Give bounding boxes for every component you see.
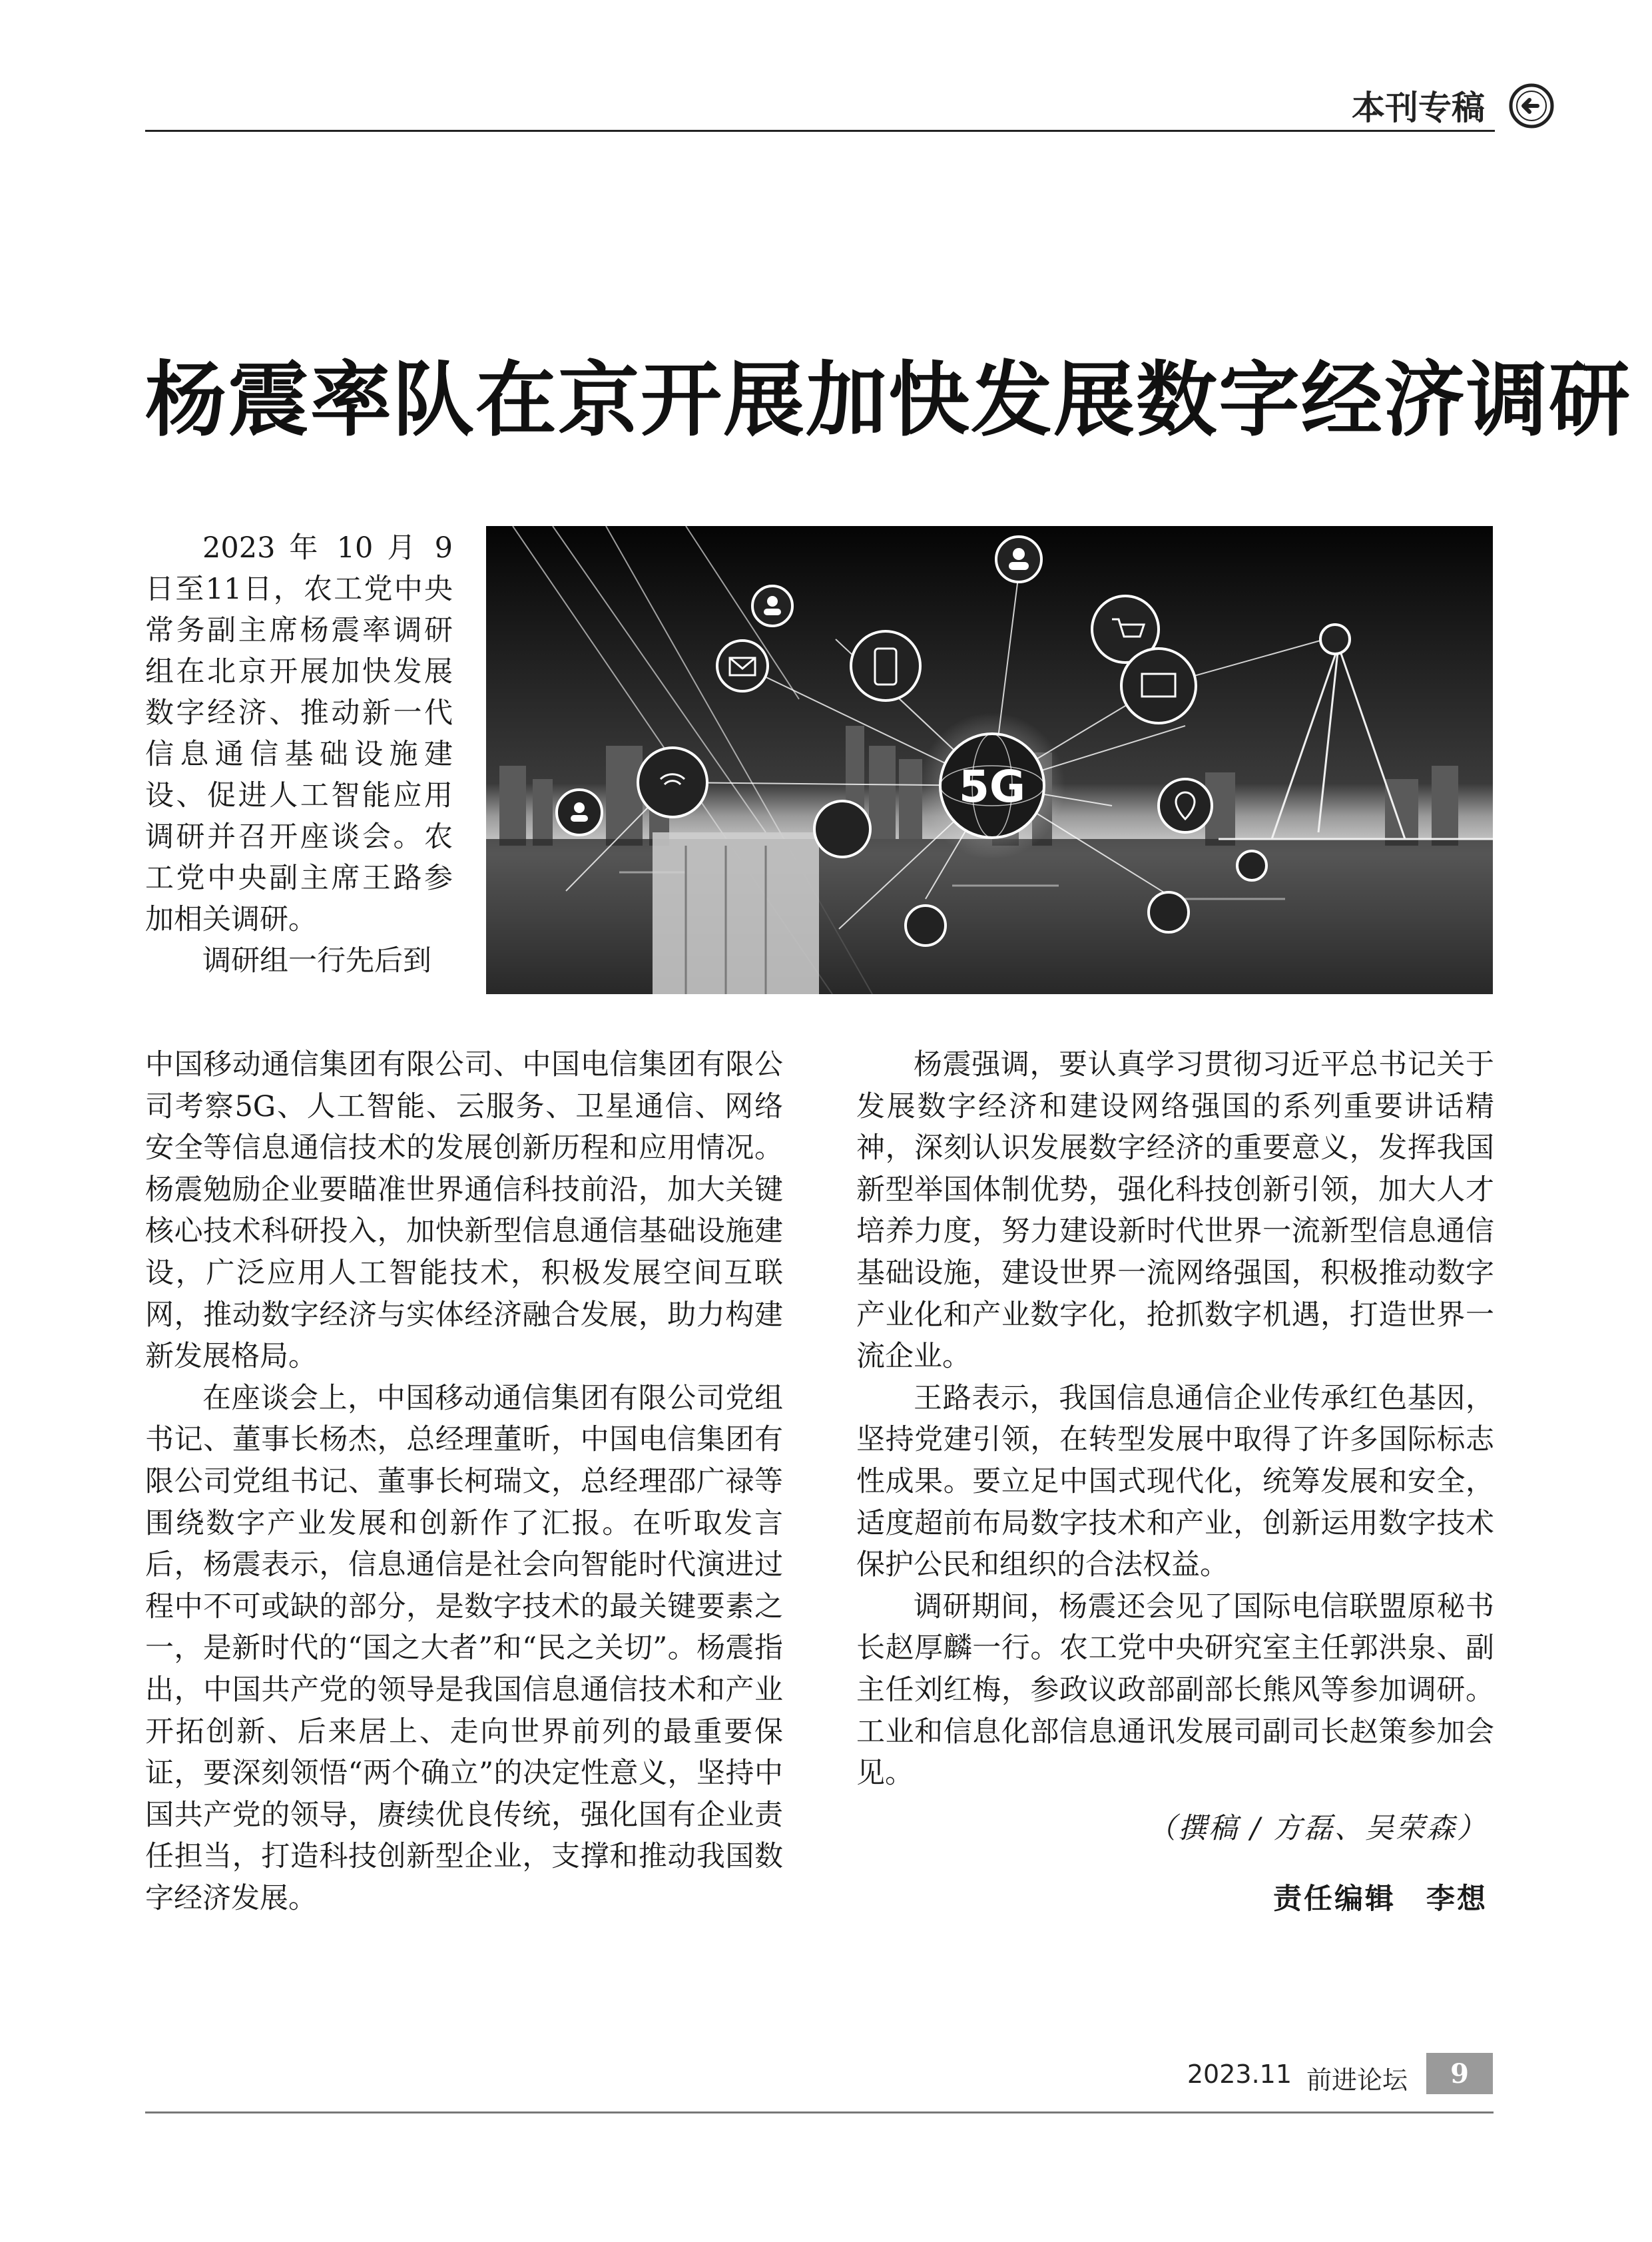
back-arrow-icon[interactable]	[1507, 81, 1556, 131]
bus-node-icon	[1149, 892, 1189, 932]
tablet-node-icon	[814, 801, 870, 857]
paragraph: 调研组一行先后到	[202, 944, 431, 978]
section-label: 本刊专稿	[1352, 89, 1485, 127]
paragraph: 在座谈会上，中国移动通信集团有限公司党组书记、董事长杨杰，总经理董昕，中国电信集团有限公司党组书记、董事长柯瑞文，总经理邵广禄等围绕数字产业发展和创新作了汇报。在听取发言后，杨震表示，信息通信是社会向智能时代演进过程中不可或缺的部分，是数字技术的最关键要素之一，是新时代的“国之大者”和“民之关切”。杨震指出，中国共产党的领导是我国信息通信技术和产业开拓创新、后来居上、走向世界前列的最重要保证，要深刻领悟“两个确立”的决定性意义，坚持中国共产党的领导，赓续优良传统，强化国有企业责任担当，打造科技创新型企业，支撑和推动我国数字经济发展。	[145, 1381, 783, 1915]
wifi-node-icon	[906, 906, 946, 946]
header-divider	[145, 130, 1495, 132]
article-photo	[486, 526, 1493, 994]
5g-badge: 5G	[958, 761, 1026, 812]
journal-name: 前进论坛	[1306, 2066, 1408, 2095]
page-number: 9	[1426, 2053, 1493, 2094]
right-column	[856, 1044, 1494, 1920]
paragraph: 王路表示，我国信息通信企业传承红色基因，坚持党建引领，在转型发展中取得了许多国际标志性成果。要立足中国式现代化，统筹发展和安全，适度超前布局数字技术和产业，创新运用数字技术保护公民和组织的合法权益。	[856, 1381, 1494, 1582]
phone-node-icon	[851, 631, 920, 701]
location-node-icon	[1159, 779, 1212, 832]
wifi-node-icon	[638, 748, 707, 817]
left-column	[145, 1044, 783, 1919]
responsible-editor: 责任编辑 李想	[1273, 1882, 1488, 1916]
mail-node-icon	[717, 641, 768, 691]
paragraph: 2023 年 10 月 9 日至11日，农工党中央常务副主席杨震率调研组在北京开展加快发展数字经济、推动新一代信息通信基础设施建设、促进人工智能应用调研并召开座谈会。农工党中央副主席王路参加相关调研。	[145, 531, 453, 936]
issue-date: 2023.11	[1187, 2060, 1292, 2089]
intro-text	[145, 527, 453, 981]
paragraph: 中国移动通信集团有限公司、中国电信集团有限公司考察5G、人工智能、云服务、卫星通信、网络安全等信息通信技术的发展创新历程和应用情况。杨震勉励企业要瞄准世界通信科技前沿，加大关键核心技术科研投入，加快新型信息通信基础设施建设，广泛应用人工智能技术，积极发展空间互联网，推动数字经济与实体经济融合发展，助力构建新发展格局。	[145, 1048, 783, 1374]
footer-divider	[145, 2111, 1494, 2113]
wifi-node-icon	[1320, 625, 1350, 654]
author-credit: （撰稿 / 方磊、吴荣森）	[1147, 1811, 1488, 1845]
monitor-node-icon	[1121, 649, 1196, 723]
paragraph: 杨震强调，要认真学习贯彻习近平总书记关于发展数字经济和建设网络强国的系列重要讲话精神，深刻认识发展数字经济的重要意义，发挥我国新型举国体制优势，强化科技创新引领，加大人才培养力度，努力建设新时代世界一流新型信息通信基础设施，建设世界一流网络强国，积极推动数字产业化和产业数字化，抢抓数字机遇，打造世界一流企业。	[856, 1048, 1494, 1374]
article-title: 杨震率队在京开展加快发展数字经济调研	[145, 352, 1631, 447]
user-node-icon	[1237, 851, 1266, 880]
paragraph: 调研期间，杨震还会见了国际电信联盟原秘书长赵厚麟一行。农工党中央研究室主任郭洪泉、副主任刘红梅，参政议政部副部长熊风等参加调研。工业和信息化部信息通讯发展司副司长赵策参加会见。	[856, 1589, 1494, 1791]
